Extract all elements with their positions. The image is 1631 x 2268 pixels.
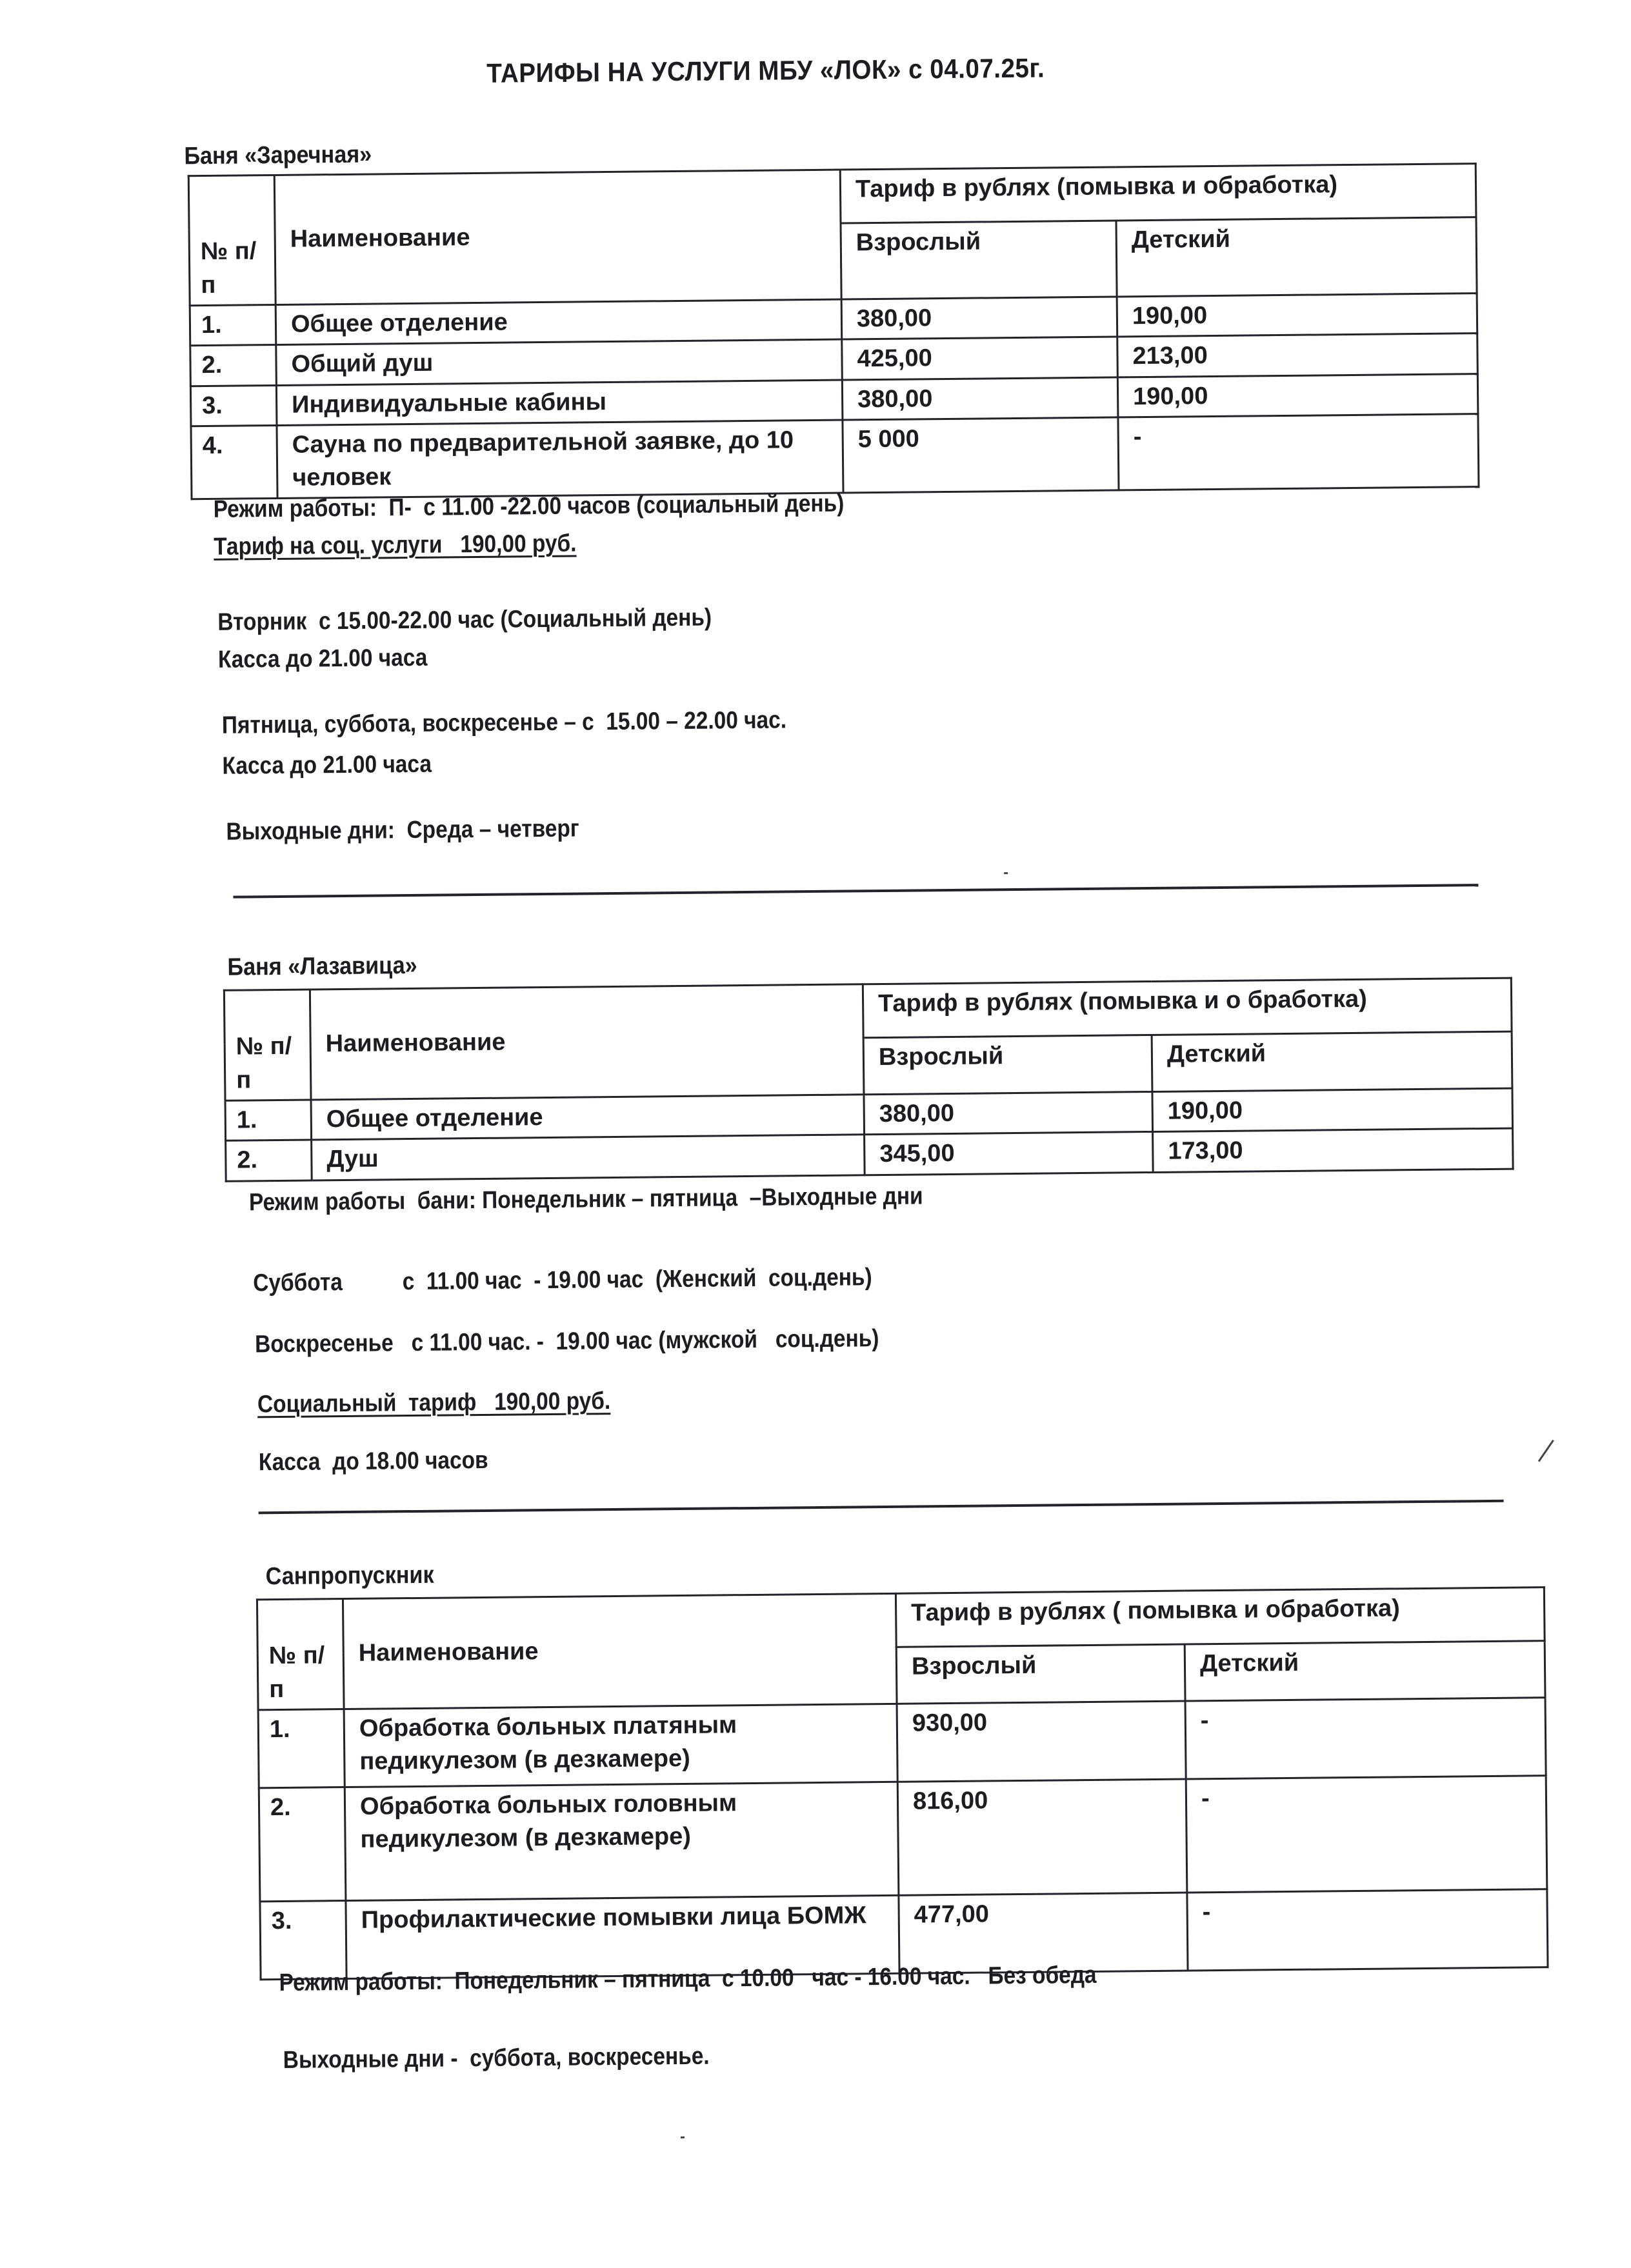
header-name: Наименование (310, 984, 864, 1100)
schedule-weekdays: Режим работы: Понедельник – пятница с 10.00 час - 16.00 час. Без обеда (279, 1961, 1097, 1997)
row-adult: 816,00 (897, 1779, 1187, 1895)
schedule-tuesday: Вторник с 15.00-22.00 час (Социальный день) (217, 604, 712, 636)
header-num: № п/п (188, 175, 275, 305)
row-name: Общее отделение (275, 299, 842, 345)
schedule-sunday: Воскресенье с 11.00 час. - 19.00 час (мужской соц.день) (254, 1325, 879, 1358)
row-child: - (1185, 1698, 1546, 1779)
schedule-weekdays: Режим работы бани: Понедельник – пятница –Выходные дни (248, 1182, 923, 1217)
row-child: 190,00 (1117, 373, 1478, 417)
days-off: Выходные дни: Среда – четверг (226, 815, 579, 846)
scan-speck (1004, 872, 1008, 874)
row-num: 2. (259, 1787, 346, 1902)
row-adult: 380,00 (842, 377, 1118, 420)
header-adult: Взрослый (841, 221, 1117, 299)
header-tariff: Тариф в рублях (помывка и обработка) (840, 164, 1476, 223)
table-row (258, 1698, 1546, 1788)
row-num: 2. (226, 1140, 312, 1181)
section-title-zarechnaya: Баня «Заречная» (184, 141, 372, 170)
header-tariff: Тариф в рублях ( помывка и обработка) (896, 1587, 1545, 1647)
tariff-table-lazavitsa (223, 977, 1514, 1182)
header-num: № п/п (224, 990, 311, 1100)
header-child: Детский (1152, 1031, 1512, 1091)
row-name: Обработка больных головным педикулезом (в дезкамере) (345, 1782, 899, 1900)
row-adult: 425,00 (842, 337, 1118, 379)
schedule-saturday: Суббота с 11.00 час - 19.00 час (Женский соц.день) (253, 1264, 872, 1297)
row-name: Сауна по предварительной заявке, до 10 человек (277, 420, 843, 499)
header-adult: Взрослый (896, 1644, 1185, 1704)
section-divider (233, 884, 1478, 899)
row-adult: 380,00 (841, 297, 1117, 339)
table-row (259, 1776, 1547, 1902)
row-adult: 345,00 (865, 1132, 1154, 1175)
schedule-weekend: Пятница, суббота, воскресенье – с 15.00 – 22.00 час. (221, 706, 787, 739)
row-name: Душ (312, 1135, 865, 1180)
header-child: Детский (1185, 1641, 1545, 1701)
row-adult: 477,00 (899, 1893, 1188, 1973)
header-name: Наименование (343, 1593, 897, 1709)
section-title-lazavitsa: Баня «Лазавица» (227, 951, 417, 981)
row-num: 4. (191, 425, 277, 499)
row-child: 190,00 (1152, 1088, 1513, 1132)
social-tariff: Тариф на соц. услуги 190,00 руб. (214, 530, 577, 561)
row-name: Профилактические помывки лица БОМЖ (346, 1895, 899, 1978)
social-tariff: Социальный тариф 190,00 руб. (257, 1388, 611, 1418)
row-child: 190,00 (1117, 293, 1477, 337)
row-adult: 5 000 (843, 417, 1119, 493)
scan-speck (1538, 1440, 1554, 1462)
row-child: - (1187, 1889, 1548, 1971)
section-title-sanpropusknik: Санпропускник (265, 1561, 434, 1591)
row-name: Общее отделение (311, 1095, 865, 1140)
row-adult: 380,00 (864, 1091, 1153, 1135)
schedule-monday: Режим работы: П- с 11.00 -22.00 часов (социальный день) (213, 490, 845, 523)
header-adult: Взрослый (863, 1035, 1152, 1094)
row-child: - (1118, 413, 1479, 490)
row-num: 1. (190, 304, 276, 346)
document-title: ТАРИФЫ НА УСЛУГИ МБУ «ЛОК» с 04.07.25г. (486, 52, 1045, 88)
row-name: Индивидуальные кабины (276, 380, 843, 426)
row-num: 3. (260, 1901, 346, 1980)
row-num: 1. (258, 1709, 345, 1788)
header-child: Детский (1116, 217, 1477, 297)
row-name: Обработка больных платяным педикулезом (в дезкамере) (344, 1704, 897, 1787)
header-num: № п/п (257, 1599, 344, 1710)
table-row (191, 413, 1479, 499)
tariff-table-zarechnaya (188, 163, 1480, 501)
header-name: Наименование (274, 170, 841, 304)
row-num: 3. (190, 385, 277, 426)
header-tariff: Тариф в рублях (помывка и о бработка) (863, 978, 1512, 1038)
tariff-table-sanpropusknik (256, 1586, 1549, 1980)
section-divider (259, 1500, 1504, 1515)
row-num: 2. (190, 345, 277, 386)
row-name: Общий душ (276, 339, 843, 385)
row-child: 173,00 (1153, 1128, 1514, 1172)
row-adult: 930,00 (897, 1701, 1186, 1782)
cashbox-hours: Касса до 21.00 часа (217, 644, 428, 673)
row-num: 1. (225, 1100, 312, 1141)
scan-speck (681, 2136, 685, 2138)
row-child: - (1186, 1776, 1547, 1893)
cashbox-hours: Касса до 18.00 часов (258, 1446, 488, 1477)
cashbox-hours: Касса до 21.00 часа (222, 750, 432, 780)
row-child: 213,00 (1117, 333, 1478, 377)
days-off: Выходные дни - суббота, воскресенье. (283, 2042, 710, 2074)
